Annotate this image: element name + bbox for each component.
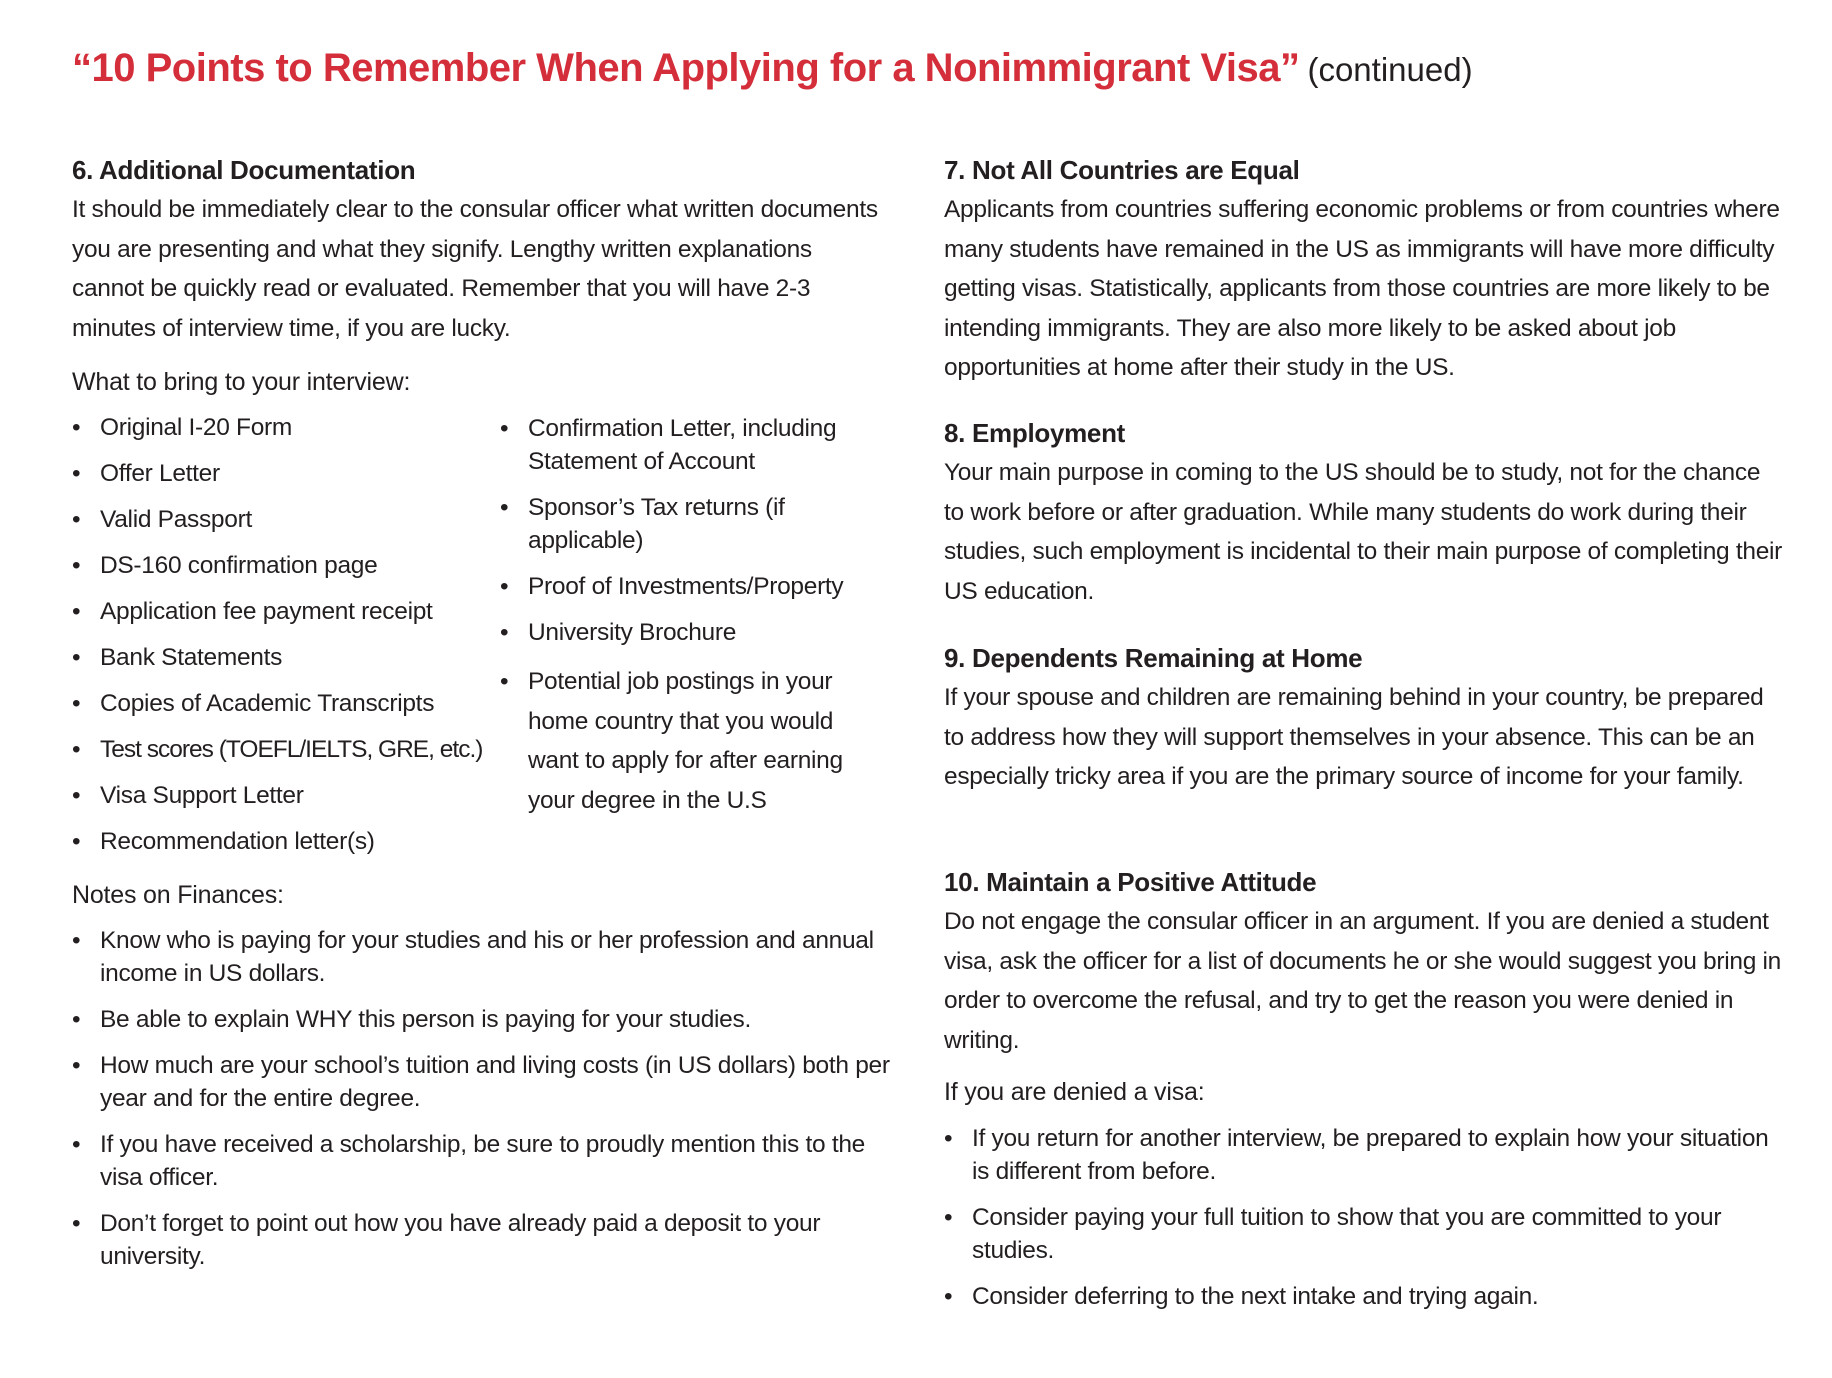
- list-item: • University Brochure: [500, 616, 880, 649]
- denied-list: [944, 1122, 1784, 1326]
- bring-list-left: [72, 412, 492, 872]
- list-item: • Sponsor’s Tax returns (if applicable): [500, 491, 880, 557]
- list-item: • How much are your school’s tuition and living costs (in US dollars) both per year and for the entire degree.: [72, 1049, 912, 1115]
- list-item: • Consider deferring to the next intake and trying again.: [944, 1280, 1784, 1313]
- list-item: • Offer Letter: [72, 458, 492, 490]
- list-item: • Proof of Investments/Property: [500, 570, 880, 603]
- list-item: • Original I-20 Form: [72, 412, 492, 444]
- section-9-body: If your spouse and children are remaining behind in your country, be prepared to address how they will support themselves in your absence. This can be an especially tricky area if you are the primary source of income for your family.: [944, 684, 1764, 791]
- list-item: • Visa Support Letter: [72, 780, 492, 812]
- list-item: • Potential job postings in your home country that you would want to apply for after earning your degree in the U.S: [500, 662, 868, 820]
- bring-list-right: [500, 412, 880, 833]
- list-item: • Copies of Academic Transcripts: [72, 688, 492, 720]
- list-item: • Know who is paying for your studies and his or her profession and annual income in US dollars.: [72, 924, 912, 990]
- list-item: • If you return for another interview, be prepared to explain how your situation is different from before.: [944, 1122, 1784, 1188]
- section-6-heading: 6. Additional Documentation: [72, 155, 416, 185]
- list-item: • Don’t forget to point out how you have already paid a deposit to your university.: [72, 1207, 912, 1273]
- list-item: • If you have received a scholarship, be sure to proudly mention this to the visa officer.: [72, 1128, 912, 1194]
- section-10-heading: 10. Maintain a Positive Attitude: [944, 867, 1317, 897]
- list-item: • Bank Statements: [72, 642, 492, 674]
- section-8-body: Your main purpose in coming to the US should be to study, not for the chance to work before or after graduation. While many students do work during their studies, such employment is incidental to their main purpose of completing their US education.: [944, 459, 1783, 605]
- list-item: • Consider paying your full tuition to show that you are committed to your studies.: [944, 1201, 1784, 1267]
- section-6-body: It should be immediately clear to the consular officer what written documents you are presenting and what they signify. Lengthy written explanations cannot be quickly read or evaluated. Remember that you will have 2-3 minutes of interview time, if you are lucky.: [72, 196, 878, 342]
- section-7-body: Applicants from countries suffering economic problems or from countries where many students have remained in the US as immigrants will have more difficulty getting visas. Statistically, applicants from those countries are more likely to be intending immigrants. They are also more likely to be asked about job opportunities at home after their study in the US.: [944, 196, 1780, 382]
- denied-heading: If you are denied a visa:: [944, 1078, 1205, 1106]
- list-item: • Recommendation letter(s): [72, 826, 492, 858]
- page-title: [72, 46, 1473, 91]
- finances-heading: Notes on Finances:: [72, 881, 284, 909]
- section-8-heading: 8. Employment: [944, 418, 1126, 448]
- finances-list: [72, 924, 912, 1286]
- section-9-heading: 9. Dependents Remaining at Home: [944, 643, 1363, 673]
- list-item: • Confirmation Letter, including Statement of Account: [500, 412, 880, 478]
- section-7-heading: 7. Not All Countries are Equal: [944, 155, 1300, 185]
- title-main: “10 Points to Remember When Applying for a Nonimmigrant Visa”: [72, 46, 1300, 90]
- section-10-body: Do not engage the consular officer in an argument. If you are denied a student visa, ask the officer for a list of documents he or she would suggest you bring in order to overcome the refusal, and try to get the reason you were denied in writing.: [944, 908, 1781, 1054]
- list-item: • DS-160 confirmation page: [72, 550, 492, 582]
- bring-heading: What to bring to your interview:: [72, 368, 411, 396]
- list-item: • Application fee payment receipt: [72, 596, 492, 628]
- title-suffix: (continued): [1307, 51, 1473, 88]
- list-item: • Test scores (TOEFL/IELTS, GRE, etc.): [72, 734, 492, 766]
- list-item: • Be able to explain WHY this person is paying for your studies.: [72, 1003, 912, 1036]
- list-item: • Valid Passport: [72, 504, 492, 536]
